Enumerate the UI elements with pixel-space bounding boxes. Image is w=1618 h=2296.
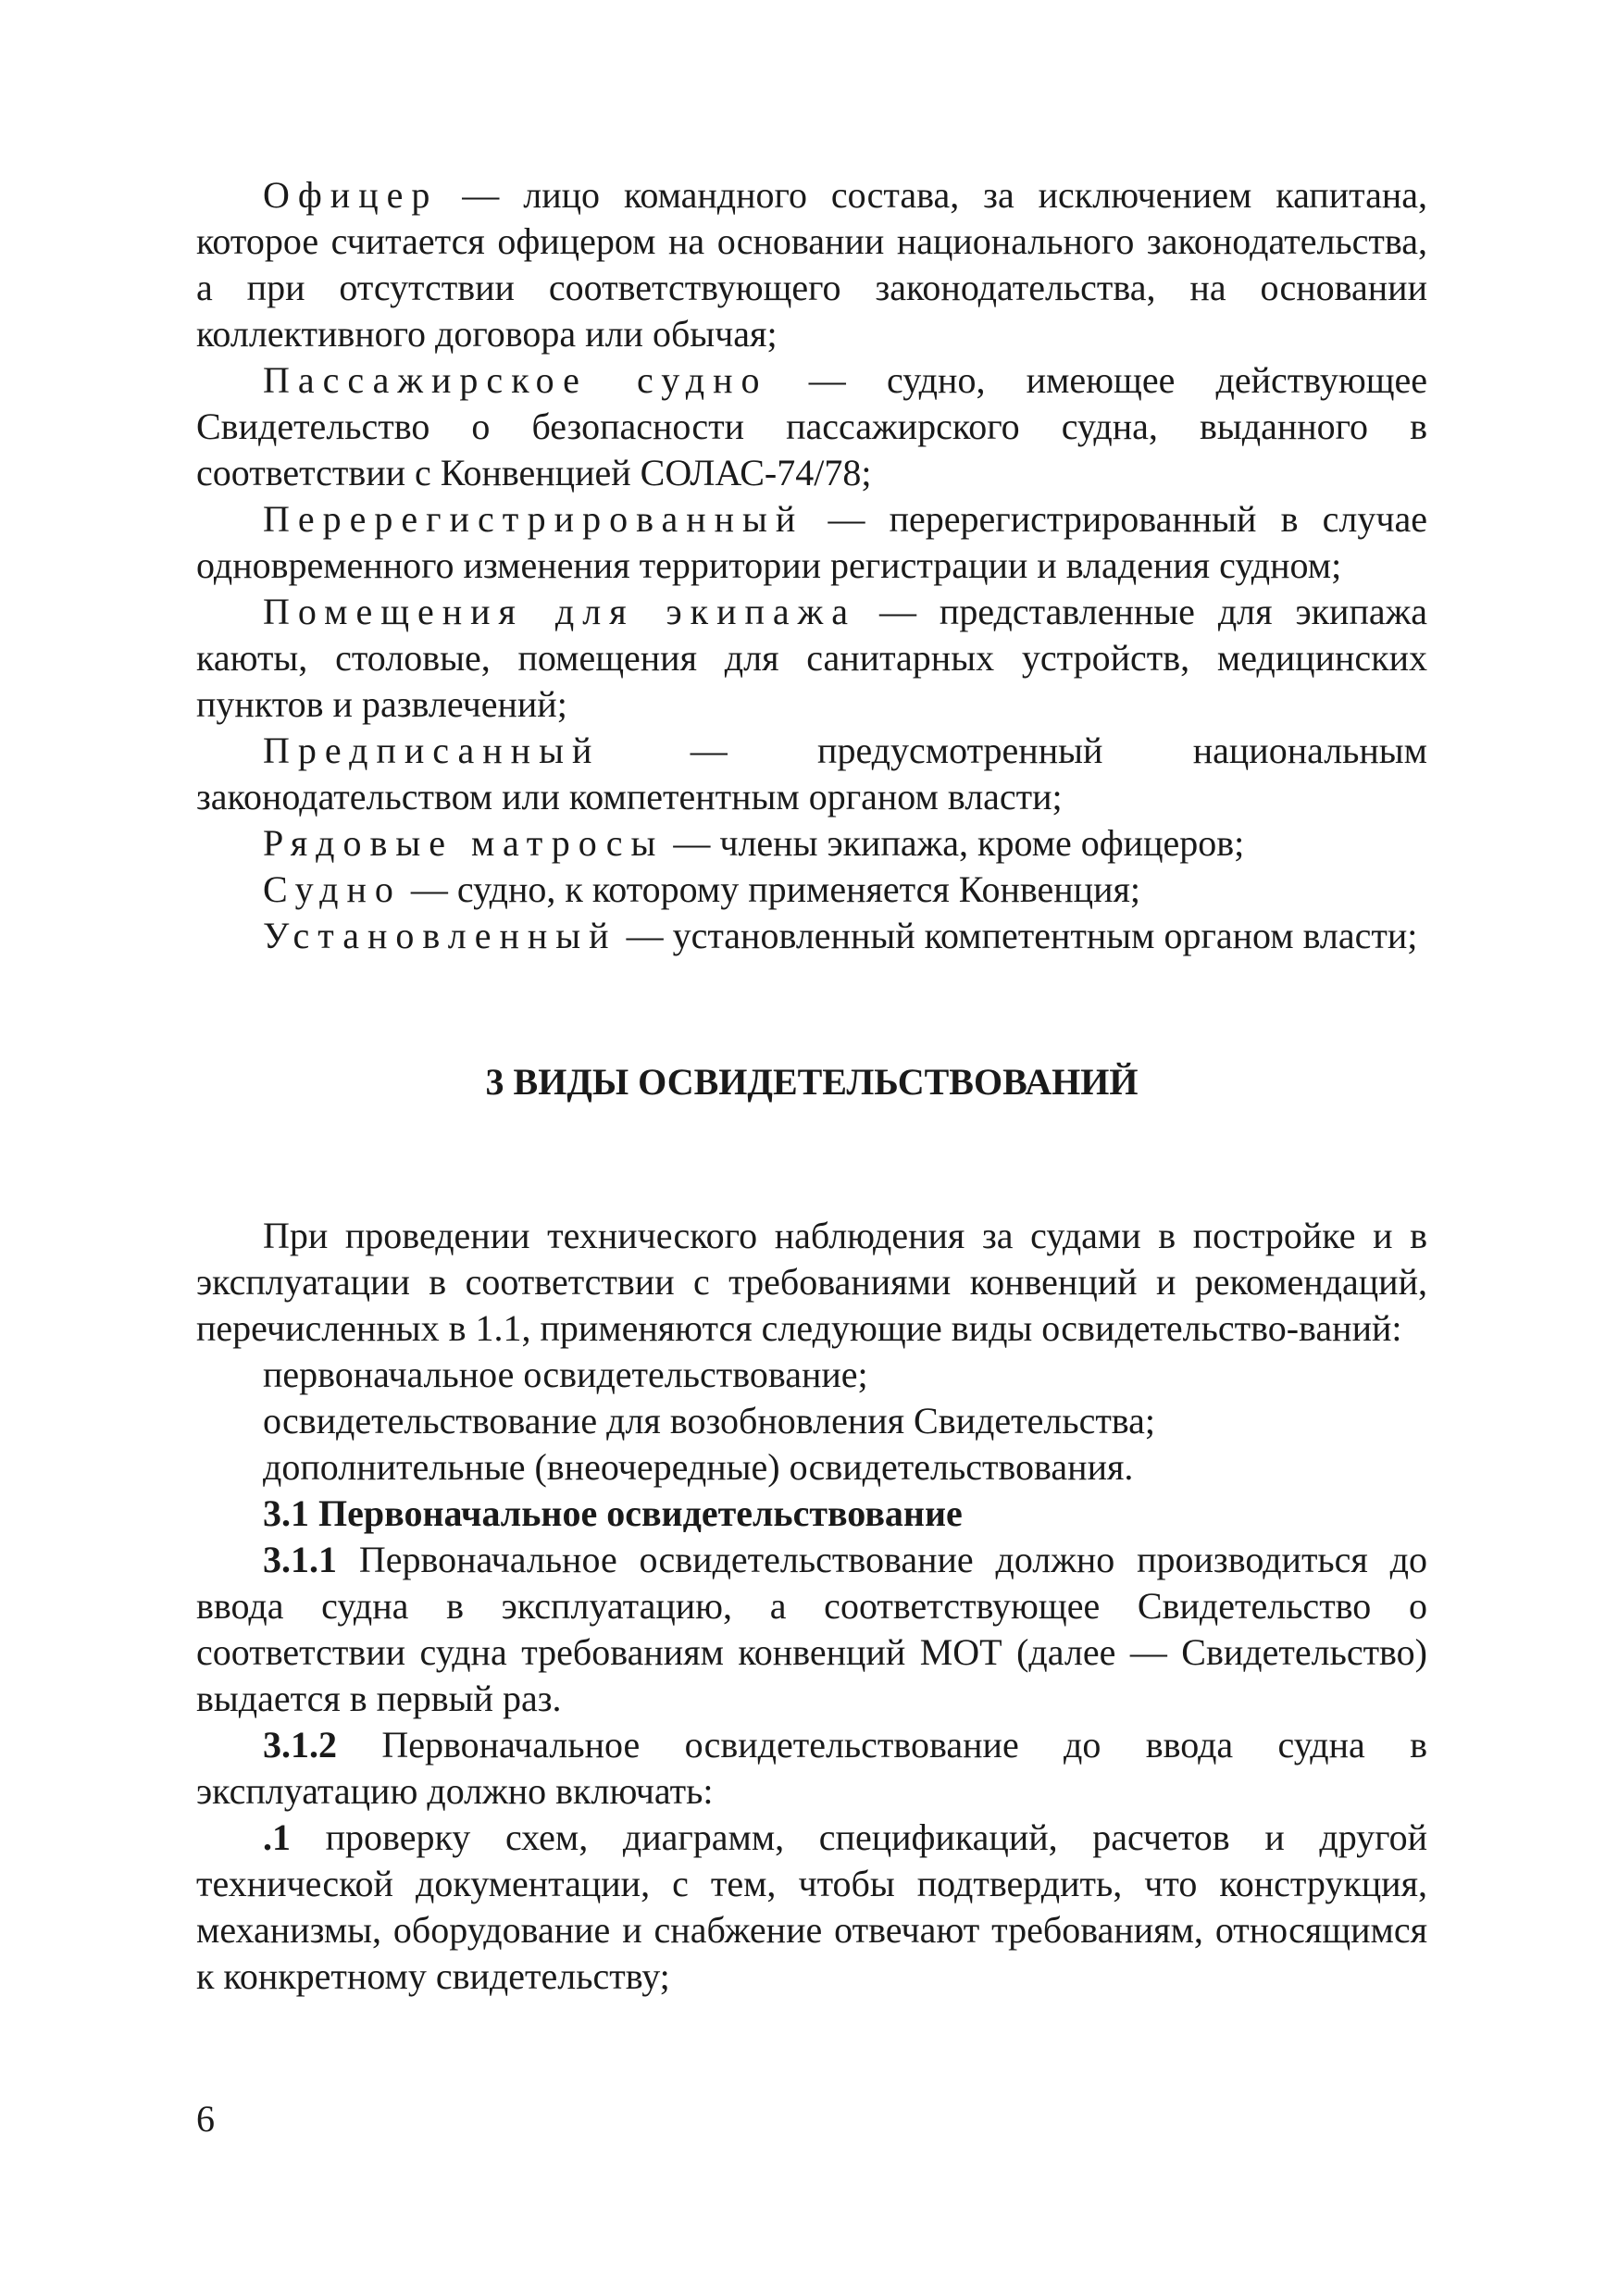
definition-term: Перерегистрированный bbox=[263, 498, 804, 540]
clause-3-1-2 bbox=[196, 1722, 1427, 1815]
definition-text: — члены экипажа, кроме офицеров; bbox=[664, 822, 1245, 864]
list-item: освидетельствование для возобновления Свидетельства; bbox=[263, 1400, 1156, 1441]
definition-reregistered bbox=[196, 496, 1427, 589]
definition-text: — лицо командного состава, за исключением капитана, которое считается офицером на основании национального законодательства, а при отсутствии соответствующего законодательства, на основании коллективного договора или обычая; bbox=[196, 174, 1427, 355]
list-item: дополнительные (внеочередные) освидетельствования. bbox=[263, 1446, 1134, 1488]
definition-passenger-ship bbox=[196, 357, 1427, 496]
clause-item-1 bbox=[196, 1815, 1427, 2000]
definition-term: Пассажирское судно bbox=[263, 359, 768, 401]
intro-paragraph: При проведении технического наблюдения за судами в постройке и в эксплуатации в соответствии с требованиями конвенций и рекомендаций, перечисленных в 1.1, применяются следующие виды освидетельство-ваний: bbox=[196, 1215, 1427, 1349]
definition-text: — установленный компетентным органом власти; bbox=[616, 915, 1418, 956]
clause-number: 3.1.1 bbox=[263, 1539, 337, 1580]
clause-number: 3.1.2 bbox=[263, 1724, 337, 1766]
definition-prescribed bbox=[196, 728, 1427, 820]
definition-text: — судно, имеющее действующее Свидетельство о безопасности пассажирского судна, выданного в соответствии с Конвенцией СОЛАС-74/78; bbox=[196, 359, 1428, 493]
definition-ratings bbox=[196, 820, 1427, 867]
clause-text: Первоначальное освидетельствование до ввода судна в эксплуатацию должно включать: bbox=[196, 1724, 1427, 1812]
section-title: 3.1 Первоначальное освидетельствование bbox=[263, 1492, 963, 1534]
survey-types-list bbox=[196, 1352, 1427, 1491]
clause-number: .1 bbox=[263, 1816, 291, 1858]
definition-ship bbox=[196, 867, 1427, 913]
definition-term: Рядовые матросы bbox=[263, 822, 665, 864]
definition-text: — представленные для экипажа каюты, столовые, помещения для санитарных устройств, медицинских пунктов и развлечений; bbox=[196, 591, 1428, 725]
definitions-list bbox=[196, 172, 1427, 959]
definition-term: Помещения для экипажа bbox=[263, 591, 857, 632]
chapter-title: 3 ВИДЫ ОСВИДЕТЕЛЬСТВОВАНИЙ bbox=[485, 1061, 1139, 1103]
definition-text: — судно, к которому применяется Конвенция; bbox=[401, 868, 1140, 910]
definition-term: Предписанный bbox=[263, 730, 601, 771]
definition-officer bbox=[196, 172, 1427, 357]
definition-text: — перерегистрированный в случае одновременного изменения территории регистрации и владения судном; bbox=[196, 498, 1427, 586]
definition-term: Установленный bbox=[263, 915, 617, 956]
definition-text: — предусмотренный национальным законодательством или компетентным органом власти; bbox=[196, 730, 1427, 817]
definition-crew-accommodation bbox=[196, 589, 1427, 728]
definition-term: Судно bbox=[263, 868, 402, 910]
page-number: 6 bbox=[196, 2098, 215, 2140]
list-item: первоначальное освидетельствование; bbox=[263, 1354, 868, 1395]
clause-3-1-1 bbox=[196, 1537, 1427, 1722]
document-page bbox=[196, 172, 1427, 2000]
clause-text: Первоначальное освидетельствование должно производиться до ввода судна в эксплуатацию, а соответствующее Свидетельство о соответствии судна требованиям конвенций МОТ (далее — Свидетельство) выдается в первый раз. bbox=[196, 1539, 1427, 1719]
clause-text: проверку схем, диаграмм, спецификаций, расчетов и другой технической документации, с тем, чтобы подтвердить, что конструкция, механизмы, оборудование и снабжение отвечают требованиям, относящимся к конкретному свидетельству; bbox=[196, 1816, 1427, 1997]
definition-term: Офицер bbox=[263, 174, 439, 216]
definition-established bbox=[196, 913, 1427, 959]
